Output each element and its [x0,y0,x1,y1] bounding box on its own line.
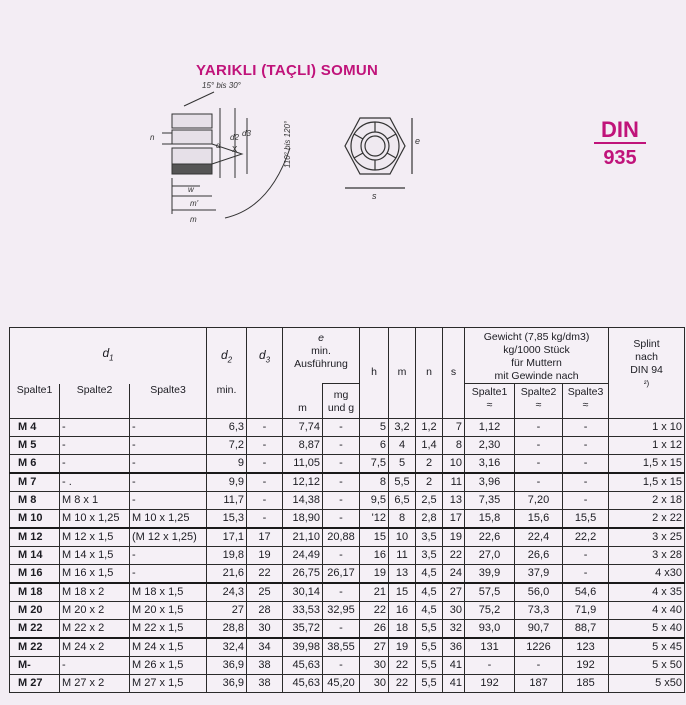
cell-s: 22 [443,546,465,564]
cell-e-m: 14,38 [283,491,323,509]
cell-d3: - [247,436,283,454]
cell-m: 22 [389,674,416,692]
cell-s: 24 [443,564,465,583]
cell-e-m: 39,98 [283,638,323,657]
dimension-table-container [9,327,685,693]
weight-spalte2-header: Spalte2 ≈ [515,384,563,419]
cell-d2: 6,3 [207,418,247,436]
cell-g1: 39,9 [465,564,515,583]
cell-e-m: 8,87 [283,436,323,454]
cell-splint: 5 x 45 [609,638,685,657]
cell-e-mg: 20,88 [323,528,360,547]
cell-n: 4,5 [416,583,443,602]
cell-g1: - [465,656,515,674]
cell-s2: - [60,454,130,473]
cell-n: 4,5 [416,564,443,583]
table-row [10,638,685,657]
cell-splint: 1 x 12 [609,436,685,454]
table-row [10,509,685,528]
cell-g2: 73,3 [515,601,563,619]
cell-g2: 187 [515,674,563,692]
cell-d3: 17 [247,528,283,547]
cell-g3: - [563,454,609,473]
cell-n: 4,5 [416,601,443,619]
d-label: d [216,141,221,150]
cell-s: 41 [443,674,465,692]
cell-d2: 9,9 [207,473,247,492]
cell-splint: 5 x50 [609,674,685,692]
m-header: m [389,328,416,419]
cell-splint: 5 x 50 [609,656,685,674]
cell-e-mg: - [323,509,360,528]
cell-s: 30 [443,601,465,619]
e-m-header: m [283,384,323,419]
cell-d2: 21,6 [207,564,247,583]
n-header: n [416,328,443,419]
cell-d3: 34 [247,638,283,657]
cell-g2: 7,20 [515,491,563,509]
cell-s1: M 20 [10,601,60,619]
table-row [10,656,685,674]
cell-n: 1,2 [416,418,443,436]
cell-d2: 36,9 [207,656,247,674]
din-number: 935 [603,147,637,169]
cell-g1: 75,2 [465,601,515,619]
cell-h: 7,5 [360,454,389,473]
cell-d3: - [247,418,283,436]
cell-n: 2,5 [416,491,443,509]
front-view [345,118,412,188]
dimension-table [9,327,685,693]
cell-s1: M 7 [10,473,60,492]
e-mg-header: mg und g [323,384,360,419]
cell-g3: - [563,473,609,492]
cell-m: 18 [389,619,416,638]
cell-s1: M 10 [10,509,60,528]
cell-s: 10 [443,454,465,473]
e-label: e [415,136,421,146]
cell-e-m: 35,72 [283,619,323,638]
cell-s1: M 16 [10,564,60,583]
cell-d3: 25 [247,583,283,602]
cell-m: 15 [389,583,416,602]
table-row [10,528,685,547]
cell-g3: - [563,436,609,454]
cell-s2: M 16 x 1,5 [60,564,130,583]
table-header-row-2 [10,384,685,419]
cell-s1: M 27 [10,674,60,692]
weight-header: Gewicht (7,85 kg/dm3) kg/1000 Stück für Muttern mit Gewinde nach [465,328,609,384]
cell-g3: 123 [563,638,609,657]
cell-g2: - [515,418,563,436]
cell-g1: 2,30 [465,436,515,454]
cell-s3: - [130,473,207,492]
cell-d2: 15,3 [207,509,247,528]
cell-n: 5,5 [416,638,443,657]
cell-s1: M- [10,656,60,674]
cell-d2: 24,3 [207,583,247,602]
cell-g3: 192 [563,656,609,674]
cell-g1: 27,0 [465,546,515,564]
page-title: YARIKLI (TAÇLI) SOMUN [196,62,379,79]
cell-g2: - [515,454,563,473]
cell-s3: M 24 x 1,5 [130,638,207,657]
cell-g1: 131 [465,638,515,657]
cell-e-m: 33,53 [283,601,323,619]
cell-h: 9,5 [360,491,389,509]
cell-s2: - [60,436,130,454]
table-row [10,454,685,473]
cell-m: 5,5 [389,473,416,492]
cell-e-m: 7,74 [283,418,323,436]
cell-e-m: 30,14 [283,583,323,602]
cell-e-m: 18,90 [283,509,323,528]
cell-splint: 4 x30 [609,564,685,583]
cell-s2: - [60,418,130,436]
cell-splint: 3 x 28 [609,546,685,564]
cell-e-mg: 45,20 [323,674,360,692]
cell-g3: 54,6 [563,583,609,602]
cell-s2: - . [60,473,130,492]
cell-g2: - [515,436,563,454]
cell-n: 2 [416,454,443,473]
cell-e-m: 11,05 [283,454,323,473]
cell-s: 7 [443,418,465,436]
cell-m: 8 [389,509,416,528]
cell-s: 8 [443,436,465,454]
cell-d3: - [247,509,283,528]
cell-s3: M 10 x 1,25 [130,509,207,528]
cell-h: 6 [360,436,389,454]
cell-g3: 71,9 [563,601,609,619]
table-row [10,491,685,509]
cell-g1: 7,35 [465,491,515,509]
table-row [10,619,685,638]
cell-s1: M 5 [10,436,60,454]
cell-d2: 9 [207,454,247,473]
cell-s: 36 [443,638,465,657]
cell-g2: 1226 [515,638,563,657]
cell-h: 8 [360,473,389,492]
cell-s3: M 22 x 1,5 [130,619,207,638]
cell-d3: 19 [247,546,283,564]
cell-m: 6,5 [389,491,416,509]
cell-m: 13 [389,564,416,583]
table-row [10,418,685,436]
cell-e-mg: - [323,473,360,492]
cell-h: 19 [360,564,389,583]
cell-g1: 192 [465,674,515,692]
cell-s3: - [130,436,207,454]
d1-header: $d_1$ [10,328,207,384]
cell-h: 30 [360,656,389,674]
cell-e-mg: 26,17 [323,564,360,583]
cell-g2: 26,6 [515,546,563,564]
cell-g3: 15,5 [563,509,609,528]
cell-d3: 30 [247,619,283,638]
cell-splint: 4 x 35 [609,583,685,602]
cell-e-mg: 32,95 [323,601,360,619]
cell-s3: - [130,564,207,583]
cell-m: 19 [389,638,416,657]
cell-h: '12 [360,509,389,528]
cell-s3: - [130,491,207,509]
cell-d3: - [247,491,283,509]
table-row [10,583,685,602]
cell-s2: - [60,656,130,674]
cell-g3: - [563,564,609,583]
n-label: n [150,133,155,142]
cell-s2: M 18 x 2 [60,583,130,602]
cell-e-m: 12,12 [283,473,323,492]
table-row [10,546,685,564]
cell-s1: M 6 [10,454,60,473]
s-header: s [443,328,465,419]
cell-s1: M 18 [10,583,60,602]
cell-splint: 1,5 x 15 [609,454,685,473]
cell-s1: M 22 [10,638,60,657]
cell-g1: 3,16 [465,454,515,473]
angle-top-label: 15° bis 30° [202,81,241,90]
cell-g2: - [515,473,563,492]
cell-s: 11 [443,473,465,492]
cell-s: 32 [443,619,465,638]
w-label: w [188,185,194,194]
cell-e-m: 45,63 [283,674,323,692]
cell-d2: 28,8 [207,619,247,638]
cell-e-mg: - [323,546,360,564]
table-row [10,674,685,692]
cell-n: 2,8 [416,509,443,528]
cell-n: 3,5 [416,528,443,547]
side-view [162,92,290,218]
cell-splint: 4 x 40 [609,601,685,619]
cell-g2: - [515,656,563,674]
cell-splint: 1,5 x 15 [609,473,685,492]
cell-e-mg: - [323,619,360,638]
m-prime-label: m' [190,199,199,208]
angle-side-label: 110° bis 120° [283,120,292,168]
cell-e-m: 24,49 [283,546,323,564]
cell-m: 5 [389,454,416,473]
cell-n: 5,5 [416,619,443,638]
cell-m: 11 [389,546,416,564]
table-row [10,601,685,619]
din-label: DIN [594,118,646,144]
cell-s3: - [130,546,207,564]
cell-n: 5,5 [416,674,443,692]
table-row [10,564,685,583]
cell-n: 3,5 [416,546,443,564]
cell-s1: M 12 [10,528,60,547]
cell-g2: 90,7 [515,619,563,638]
cell-d2: 11,7 [207,491,247,509]
cell-s: 13 [443,491,465,509]
cell-e-mg: - [323,454,360,473]
cell-h: 5 [360,418,389,436]
cell-g3: 88,7 [563,619,609,638]
spalte2-header: Spalte2 [60,384,130,419]
cell-g2: 56,0 [515,583,563,602]
d2-label: d2 [230,133,239,142]
cell-d3: 38 [247,674,283,692]
cell-s2: M 10 x 1,25 [60,509,130,528]
cell-m: 10 [389,528,416,547]
cell-d3: 22 [247,564,283,583]
cell-h: 15 [360,528,389,547]
cell-n: 1,4 [416,436,443,454]
cell-h: 21 [360,583,389,602]
cell-s1: M 4 [10,418,60,436]
cell-g3: - [563,546,609,564]
cell-e-m: 26,75 [283,564,323,583]
nut-technical-drawing [150,78,450,233]
cell-s2: M 24 x 2 [60,638,130,657]
s-label: s [372,191,377,201]
cell-splint: 2 x 22 [609,509,685,528]
cell-g1: 3,96 [465,473,515,492]
e-header: e min. Ausführung [283,328,360,384]
cell-s3: (M 12 x 1,25) [130,528,207,547]
cell-h: 22 [360,601,389,619]
cell-splint: 1 x 10 [609,418,685,436]
cell-s: 19 [443,528,465,547]
cell-d3: - [247,473,283,492]
cell-s3: M 26 x 1,5 [130,656,207,674]
cell-m: 16 [389,601,416,619]
cell-s2: M 27 x 2 [60,674,130,692]
cell-d2: 7,2 [207,436,247,454]
cell-splint: 2 x 18 [609,491,685,509]
cell-e-mg: - [323,656,360,674]
spalte3-header: Spalte3 [130,384,207,419]
h-header: h [360,328,389,419]
cell-d2: 32,4 [207,638,247,657]
cell-s3: - [130,418,207,436]
cell-e-mg: 38,55 [323,638,360,657]
cell-m: 3,2 [389,418,416,436]
table-row [10,436,685,454]
cell-s3: M 20 x 1,5 [130,601,207,619]
cell-e-m: 45,63 [283,656,323,674]
cell-d3: 28 [247,601,283,619]
cell-s3: - [130,454,207,473]
cell-g3: 22,2 [563,528,609,547]
table-row [10,473,685,492]
cell-d2: 19,8 [207,546,247,564]
cell-s: 41 [443,656,465,674]
cell-g3: 185 [563,674,609,692]
cell-g1: 15,8 [465,509,515,528]
cell-m: 22 [389,656,416,674]
cell-d3: 38 [247,656,283,674]
cell-splint: 3 x 25 [609,528,685,547]
cell-s: 27 [443,583,465,602]
cell-s2: M 14 x 1,5 [60,546,130,564]
cell-s1: M 22 [10,619,60,638]
m-label: m [190,215,197,224]
cell-g2: 37,9 [515,564,563,583]
cell-g1: 22,6 [465,528,515,547]
cell-s2: M 20 x 2 [60,601,130,619]
cell-s: 17 [443,509,465,528]
cell-e-mg: - [323,491,360,509]
cell-m: 4 [389,436,416,454]
cell-s2: M 22 x 2 [60,619,130,638]
cell-h: 27 [360,638,389,657]
cell-e-mg: - [323,436,360,454]
cell-s2: M 12 x 1,5 [60,528,130,547]
x-label: X [232,145,238,154]
cell-e-m: 21,10 [283,528,323,547]
d3-header: $d_3$ [247,328,283,419]
d3-label: d3 [242,129,251,138]
cell-e-mg: - [323,418,360,436]
cell-s1: M 14 [10,546,60,564]
d2-header: $d_2$ min. [207,328,247,419]
cell-d2: 17,1 [207,528,247,547]
splint-header: Splint nach DIN 94 ²) [609,328,685,419]
weight-spalte1-header: Spalte1 ≈ [465,384,515,419]
spalte1-header: Spalte1 [10,384,60,419]
cell-g1: 93,0 [465,619,515,638]
cell-splint: 5 x 40 [609,619,685,638]
cell-n: 2 [416,473,443,492]
cell-g1: 1,12 [465,418,515,436]
cell-g3: - [563,418,609,436]
weight-spalte3-header: Spalte3 ≈ [563,384,609,419]
cell-d2: 27 [207,601,247,619]
cell-s2: M 8 x 1 [60,491,130,509]
cell-g3: - [563,491,609,509]
cell-g2: 15,6 [515,509,563,528]
cell-n: 5,5 [416,656,443,674]
cell-s3: M 18 x 1,5 [130,583,207,602]
table-header-row-1 [10,328,685,384]
cell-d2: 36,9 [207,674,247,692]
cell-s3: M 27 x 1,5 [130,674,207,692]
cell-e-mg: - [323,583,360,602]
cell-h: 16 [360,546,389,564]
cell-g2: 22,4 [515,528,563,547]
cell-d3: - [247,454,283,473]
cell-h: 30 [360,674,389,692]
cell-h: 26 [360,619,389,638]
cell-g1: 57,5 [465,583,515,602]
cell-s1: M 8 [10,491,60,509]
din-standard-badge [594,118,646,172]
